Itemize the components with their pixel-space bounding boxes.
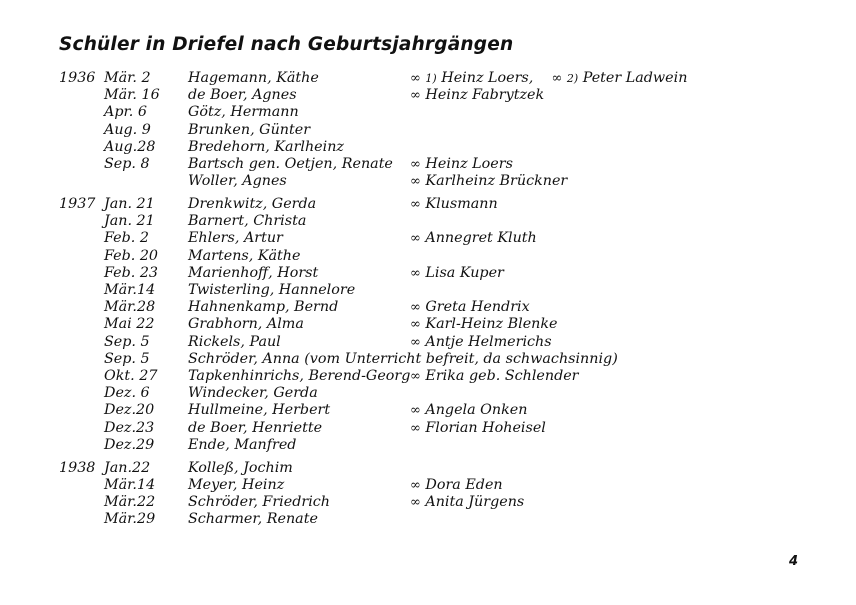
birth-date: Sep. 5 bbox=[104, 333, 150, 350]
birth-date: Jan.22 bbox=[104, 459, 151, 476]
birth-date: Feb. 2 bbox=[104, 230, 149, 247]
spouse-name: Heinz Loers, bbox=[441, 70, 534, 86]
spouse-name: Peter Ladwein bbox=[582, 70, 688, 86]
birth-date: Jan. 21 bbox=[104, 196, 155, 213]
birth-date: Feb. 23 bbox=[104, 264, 159, 281]
spouse-name: Florian Hoheisel bbox=[425, 419, 546, 436]
list-item bbox=[0, 494, 856, 511]
list-item bbox=[0, 299, 856, 316]
student-name: Martens, Käthe bbox=[188, 247, 301, 264]
list-item bbox=[0, 334, 856, 351]
birth-date: Mai 22 bbox=[104, 316, 155, 333]
birth-date: Okt. 27 bbox=[104, 367, 158, 384]
student-name: Kolleß, Jochim bbox=[188, 459, 293, 476]
spouse-name: Heinz Loers bbox=[425, 155, 513, 172]
marriage-info bbox=[410, 368, 579, 385]
spouse-name: Karl-Heinz Blenke bbox=[425, 316, 558, 333]
married-symbol-icon: ∞ bbox=[410, 317, 421, 333]
student-name: Windecker, Gerda bbox=[188, 385, 318, 402]
student-name: de Boer, Henriette bbox=[188, 419, 323, 436]
birth-date: Dez.23 bbox=[104, 419, 155, 436]
list-item bbox=[0, 70, 856, 87]
list-item bbox=[0, 265, 856, 282]
birth-date: Mär. 2 bbox=[104, 70, 151, 86]
birth-date: Sep. 8 bbox=[104, 155, 150, 172]
marriage-info bbox=[410, 334, 552, 351]
birth-date: Dez.29 bbox=[104, 436, 155, 453]
marriage-info bbox=[410, 420, 546, 437]
birth-date: Aug. 9 bbox=[104, 121, 151, 138]
list-item bbox=[0, 173, 856, 190]
spouse-name: Klusmann bbox=[425, 196, 498, 213]
list-item bbox=[0, 477, 856, 494]
birth-date: Mär.14 bbox=[104, 282, 156, 299]
marriage-info bbox=[410, 156, 513, 173]
married-symbol-icon: ∞ bbox=[410, 265, 421, 281]
marriage-info bbox=[410, 316, 558, 333]
list-item bbox=[0, 402, 856, 419]
married-symbol-icon: ∞ bbox=[410, 156, 421, 172]
list-item bbox=[0, 87, 856, 104]
list-item bbox=[0, 282, 856, 299]
birth-date: Sep. 5 bbox=[104, 350, 150, 367]
student-name: Hagemann, Käthe bbox=[188, 70, 319, 86]
married-symbol-icon: ∞ bbox=[410, 88, 421, 104]
list-item bbox=[0, 511, 856, 528]
list-item bbox=[0, 460, 856, 477]
spouse-name: Angela Onken bbox=[425, 402, 528, 419]
student-name: Tapkenhinrichs, Berend-Georg bbox=[188, 367, 411, 384]
list-item bbox=[0, 351, 856, 368]
list-item bbox=[0, 230, 856, 247]
spouse-name: Dora Eden bbox=[425, 476, 503, 493]
birth-year: 1936 bbox=[59, 70, 96, 86]
marriage-info bbox=[410, 70, 687, 87]
marriage-info bbox=[410, 477, 503, 494]
spouse-name: Annegret Kluth bbox=[425, 230, 537, 247]
married-symbol-icon: ∞ bbox=[410, 197, 421, 213]
student-name: Marienhoff, Horst bbox=[188, 264, 319, 281]
student-name: Ende, Manfred bbox=[188, 436, 297, 453]
birth-year: 1938 bbox=[59, 459, 96, 476]
birth-date: Feb. 20 bbox=[104, 247, 159, 264]
list-item bbox=[0, 437, 856, 454]
page-title: Schüler in Driefel nach Geburtsjahrgängen bbox=[59, 34, 514, 55]
list-item bbox=[0, 104, 856, 121]
married-symbol-icon: ∞ bbox=[410, 495, 421, 511]
list-item bbox=[0, 316, 856, 333]
list-item bbox=[0, 122, 856, 139]
marriage-info bbox=[410, 196, 498, 213]
student-name: Bartsch gen. Oetjen, Renate bbox=[188, 155, 393, 172]
birth-date: Aug.28 bbox=[104, 138, 156, 155]
student-name: Götz, Hermann bbox=[188, 104, 299, 121]
spouse-name: Greta Hendrix bbox=[425, 299, 530, 316]
student-name: Barnert, Christa bbox=[188, 213, 307, 230]
student-name: Meyer, Heinz bbox=[188, 476, 285, 493]
birth-date: Mär.29 bbox=[104, 511, 156, 528]
spouse-name: Heinz Fabrytzek bbox=[425, 87, 545, 104]
birth-date: Dez. 6 bbox=[104, 385, 150, 402]
list-item bbox=[0, 213, 856, 230]
married-symbol-icon: ∞ bbox=[410, 174, 421, 190]
marriage-info bbox=[410, 299, 530, 316]
list-item bbox=[0, 420, 856, 437]
spouse-name: Anita Jürgens bbox=[425, 494, 525, 511]
birth-date: Jan. 21 bbox=[104, 213, 155, 230]
list-item bbox=[0, 248, 856, 265]
student-name: Schröder, Friedrich bbox=[188, 494, 330, 511]
birth-date: Dez.20 bbox=[104, 402, 155, 419]
student-name: Scharmer, Renate bbox=[188, 511, 318, 528]
student-note: Schröder, Anna (vom Unterricht befreit, da schwachsinnig) bbox=[188, 350, 618, 367]
student-name: Hullmeine, Herbert bbox=[188, 402, 331, 419]
marriage-info bbox=[410, 402, 527, 419]
married-symbol-icon: ∞ bbox=[551, 71, 563, 86]
married-symbol-icon: ∞ bbox=[410, 231, 421, 247]
birth-date: Mär.28 bbox=[104, 299, 156, 316]
birth-date: Apr. 6 bbox=[104, 104, 147, 121]
student-name: Woller, Agnes bbox=[188, 173, 287, 190]
student-name: Drenkwitz, Gerda bbox=[188, 196, 317, 213]
student-name: Hahnenkamp, Bernd bbox=[188, 299, 339, 316]
student-name: Grabhorn, Alma bbox=[188, 316, 304, 333]
birth-date: Mär.22 bbox=[104, 494, 156, 511]
spouse-name: Antje Helmerichs bbox=[425, 333, 552, 350]
marriage-info bbox=[410, 87, 544, 104]
marriage-info bbox=[410, 230, 537, 247]
list-item bbox=[0, 368, 856, 385]
married-symbol-icon: ∞ bbox=[410, 71, 421, 86]
birth-date: Mär.14 bbox=[104, 476, 156, 493]
student-name: Brunken, Günter bbox=[188, 121, 311, 138]
marriage-index: 2) bbox=[566, 72, 579, 85]
married-symbol-icon: ∞ bbox=[410, 300, 421, 316]
married-symbol-icon: ∞ bbox=[410, 477, 421, 493]
married-symbol-icon: ∞ bbox=[410, 368, 421, 384]
student-name: Rickels, Paul bbox=[188, 333, 281, 350]
birth-year: 1937 bbox=[59, 196, 96, 213]
list-item bbox=[0, 156, 856, 173]
married-symbol-icon: ∞ bbox=[410, 403, 421, 419]
marriage-info bbox=[410, 173, 567, 190]
student-list bbox=[0, 70, 856, 528]
student-name: Bredehorn, Karlheinz bbox=[188, 138, 344, 155]
list-item bbox=[0, 139, 856, 156]
student-name: Twisterling, Hannelore bbox=[188, 282, 356, 299]
list-item bbox=[0, 196, 856, 213]
married-symbol-icon: ∞ bbox=[410, 420, 421, 436]
student-name: Ehlers, Artur bbox=[188, 230, 283, 247]
page-number: 4 bbox=[789, 554, 799, 569]
student-name: de Boer, Agnes bbox=[188, 87, 297, 104]
marriage-info bbox=[410, 265, 504, 282]
birth-date: Mär. 16 bbox=[104, 87, 160, 104]
list-item bbox=[0, 385, 856, 402]
marriage-info bbox=[410, 494, 524, 511]
marriage-index: 1) bbox=[425, 72, 437, 85]
spouse-name: Lisa Kuper bbox=[425, 264, 504, 281]
married-symbol-icon: ∞ bbox=[410, 334, 421, 350]
spouse-name: Erika geb. Schlender bbox=[425, 367, 579, 384]
spouse-name: Karlheinz Brückner bbox=[425, 173, 568, 190]
